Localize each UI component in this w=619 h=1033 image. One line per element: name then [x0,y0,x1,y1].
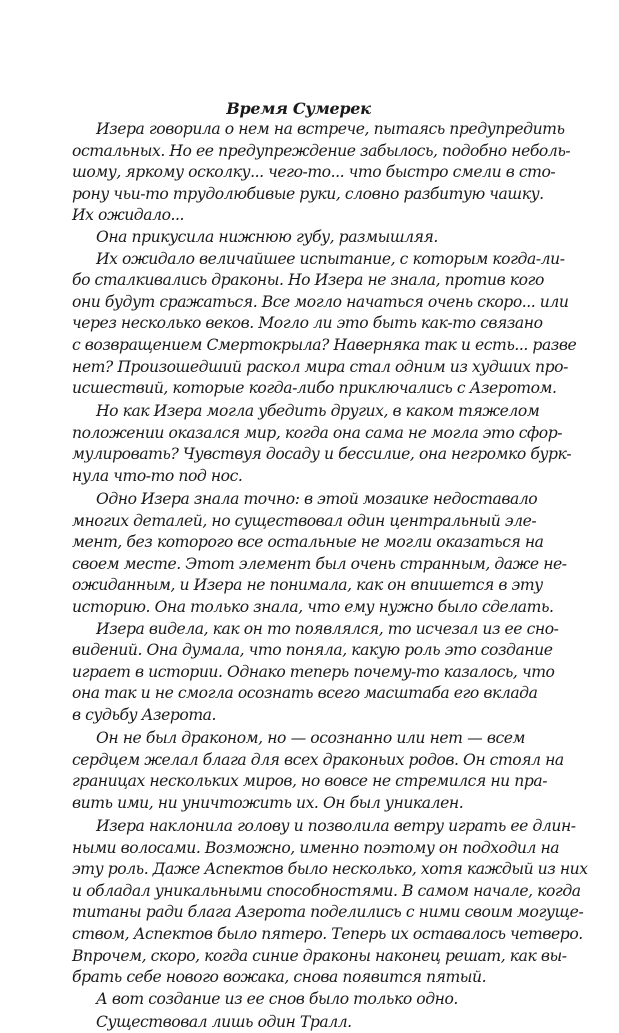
text-line: и обладал уникальными способностями. В самом начале, когда [72,881,581,900]
paragraph-8 [72,816,588,989]
text-line: мент, без которого все остальные не могли оказаться на [72,533,544,552]
paragraph-1 [72,119,571,227]
text-line: Изера говорила о нем на встрече, пытаясь предупредить [96,120,565,138]
text-line: в судьбу Азерота. [72,706,217,725]
paragraph-3 [72,249,577,400]
text-line: титаны ради блага Азерота поделились с ними своим могуще- [72,903,584,922]
text-line: границах нескольких миров, но вовсе не стремился ни пра- [72,772,548,791]
paragraph-4 [72,401,572,487]
paragraph-2 [72,227,525,249]
paragraph-10 [72,1012,525,1033]
text-line: Существовал лишь один Тралл. [96,1012,352,1031]
text-line: они будут сражаться. Все могло начаться очень скоро... или [72,292,569,311]
text-line: нула что-то под нос. [72,467,243,485]
text-line: бо сталкивались драконы. Но Изера не знала, против кого [72,271,544,290]
paragraph-6 [72,619,559,727]
text-line: брать себе нового вожака, снова появится пятый. [72,968,487,987]
text-line: Одно Изера знала точно: в этой мозаике недоставало [96,490,538,509]
text-line: эту роль. Даже Аспектов было несколько, хотя каждый из них [72,860,588,879]
text-line: Она прикусила нижнюю губу, размышляя. [96,227,438,246]
text-line: ожиданным, и Изера не понимала, как он впишется в эту [72,576,543,595]
text-line: играет в истории. Однако теперь почему-то казалось, что [72,662,555,681]
text-line: Их ожидало... [72,206,185,225]
text-line: Но как Изера могла убедить других, в каком тяжелом [96,402,540,421]
paragraph-5 [72,489,567,619]
chapter-title: Время Сумерек [226,99,371,118]
text-line: с возвращением Смертокрыла? Наверняка так и есть... разве [72,335,577,354]
text-line: Изера видела, как он то появлялся, то исчезал из ее сно- [96,619,559,638]
text-line: вить ими, ни уничтожить их. Он был уникален. [72,793,464,812]
text-line: она так и не смогла осознать всего масштаба его вклада [72,684,538,703]
text-line: исшествий, которые когда-либо приключались с Азеротом. [72,379,557,398]
text-line: через несколько веков. Могло ли это быть как-то связано [72,314,543,333]
book-page [72,98,588,1033]
text-line: Изера наклонила голову и позволила ветру играть ее длин- [96,817,576,835]
paragraph-7 [72,728,564,814]
text-line: положении оказался мир, когда она сама не могла это сфор- [72,423,563,442]
text-line: мулировать? Чувствуя досаду и бессилие, она негромко бурк- [72,445,572,464]
text-line: Их ожидало величайшее испытание, с которым когда-ли- [96,249,565,268]
text-line: ством, Аспектов было пятеро. Теперь их оставалось четверо. [72,924,583,943]
text-line: А вот создание из ее снов было только одно. [96,989,458,1008]
text-line: Он не был драконом, но — осознанно или нет — всем [96,729,525,748]
text-line: Впрочем, скоро, когда синие драконы наконец решат, как вы- [72,946,567,965]
text-line: рону чьи-то трудолюбивые руки, словно разбитую чашку. [72,184,544,203]
text-line: ными волосами. Возможно, именно поэтому он подходил на [72,838,560,857]
text-line: своем месте. Этот элемент был очень странным, даже не- [72,554,567,573]
text-line: сердцем желал блага для всех драконьих родов. Он стоял на [72,750,564,769]
text-line: видений. Она думала, что поняла, какую роль это создание [72,641,553,660]
text-line: шому, яркому осколку... чего-то... что быстро смели в сто- [72,163,556,182]
text-line: остальных. Но ее предупреждение забылось, подобно неболь- [72,141,571,160]
text-line: многих деталей, но существовал один центральный эле- [72,511,537,530]
text-line: историю. Она только знала, что ему нужно было сделать. [72,598,554,617]
text-line: нет? Произошедший раскол мира стал одним из худших про- [72,357,568,376]
